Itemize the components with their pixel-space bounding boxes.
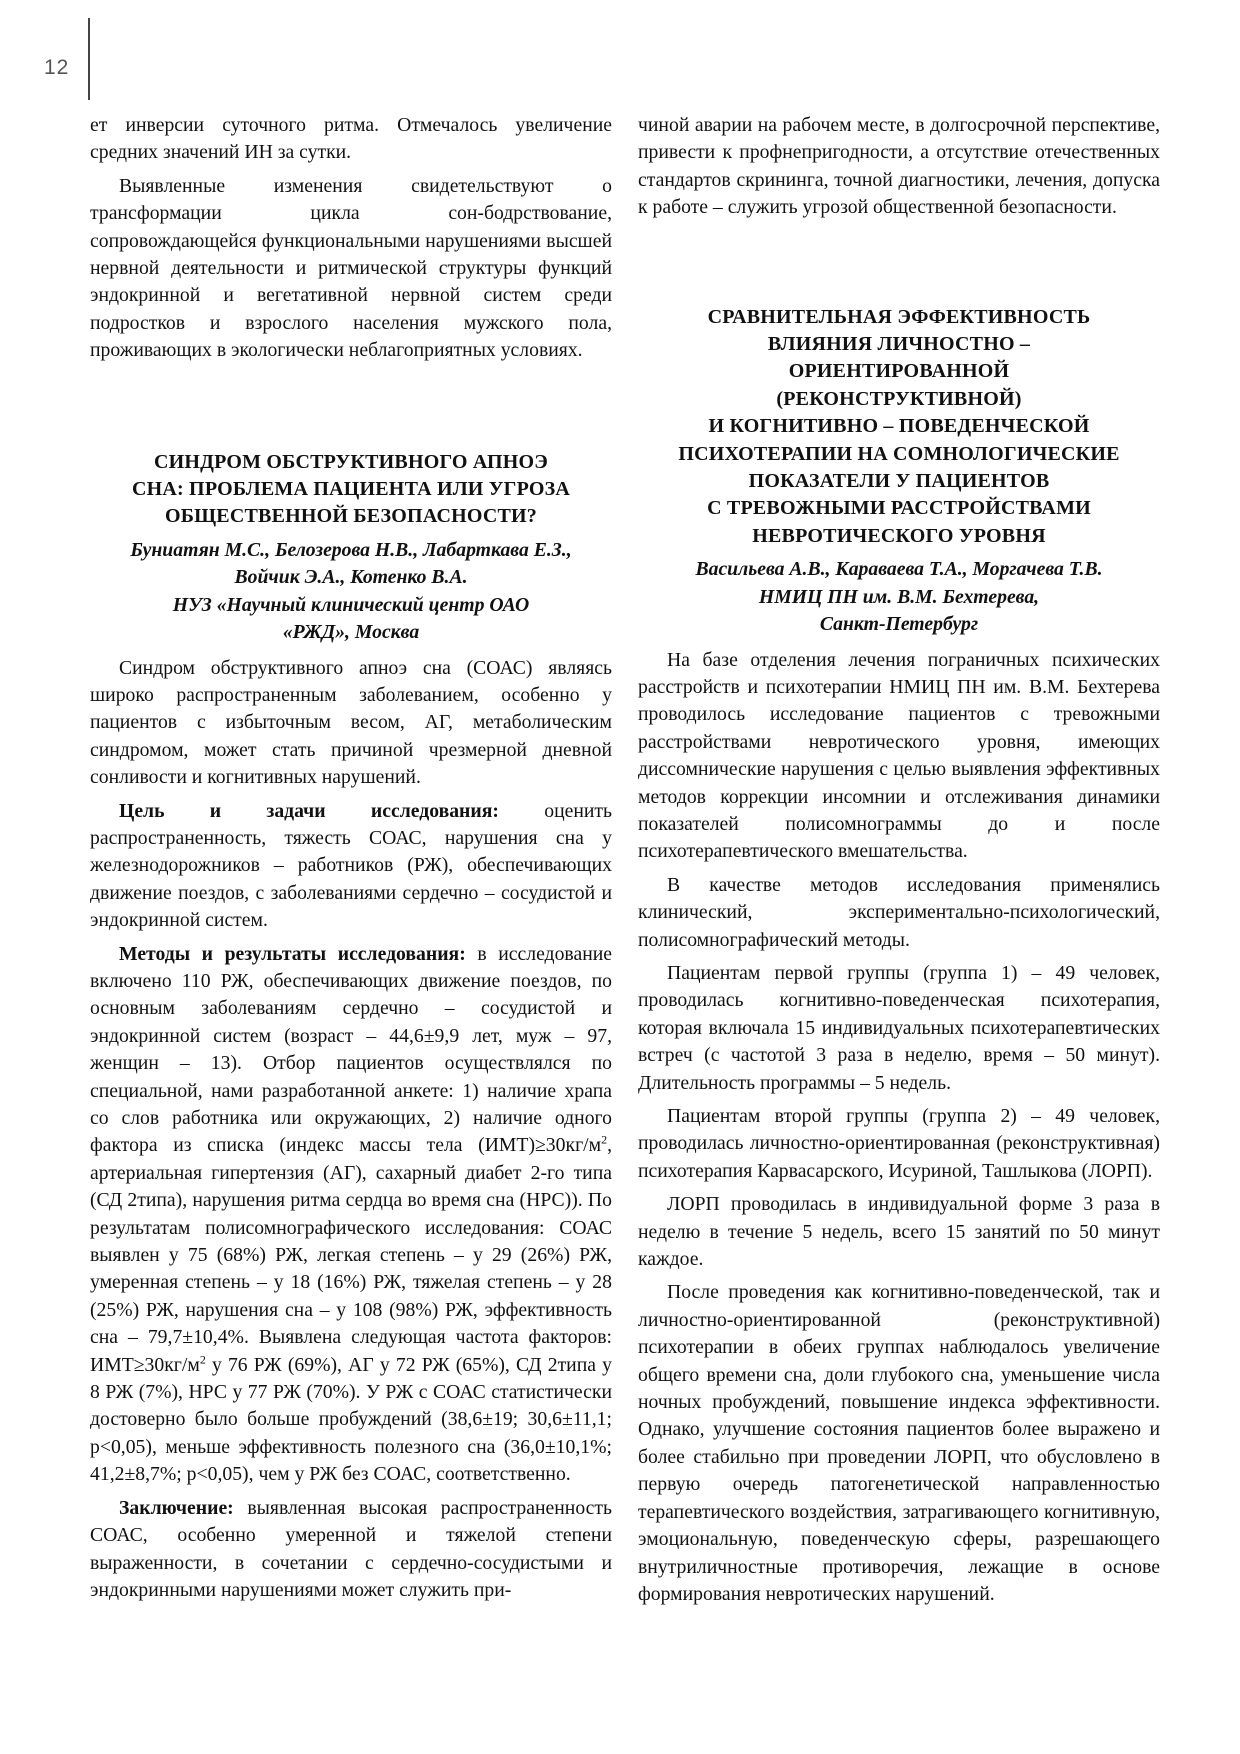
left-continuation-paragraph: ет инверсии суточного ритма. Отмечалось увеличение средних значений ИН за сутки. (90, 114, 612, 164)
right-continuation-paragraph: чиной аварии на рабочем месте, в долгосрочной перспективе, привести к профнепригодности, а отсутствие отечественных стандартов скрининга, точной диагностики, лечения, допуска к работе – служить угрозой общественной безопасности. (638, 114, 1160, 219)
aims-text: оценить распространенность, тяжесть СОАС, нарушения сна у железнодорожников – работников (РЖ), обеспечивающих движение поездов, с заболеваниями сердечно – сосудистой и эндокринной систем. (90, 799, 612, 932)
methods-paragraph (90, 941, 612, 1489)
article-title-line: ВЛИЯНИЯ ЛИЧНОСТНО – (767, 333, 1031, 356)
author-line: Войчик Э.А., Котенко В.А. (234, 566, 468, 589)
methods-text-3: у 76 РЖ (69%), АГ у 72 РЖ (65%), СД 2типа у 8 РЖ (7%), НРС у 77 РЖ (70%). У РЖ с СОАС статистически достоверно было больше пробуждений (38,6±19; 30,6±11,1; p<0,05), меньше эффективность полезного сна (36,0±10,1%; 41,2±8,7%; p<0,05), чем у РЖ без СОАС, соответственно. (90, 1353, 612, 1486)
article-title-line: СРАВНИТЕЛЬНАЯ ЭФФЕКТИВНОСТЬ (707, 305, 1091, 328)
article-title-line: (РЕКОНСТРУКТИВНОЙ) (776, 387, 1022, 410)
body-paragraph: Пациентам второй группы (группа 2) – 49 человек, проводилась личностно-ориентированная (реконструктивная) психотерапия Карвасарского, Исуриной, Ташлыкова (ЛОРП). (638, 1105, 1160, 1182)
left-conclusion-paragraph: Выявленные изменения свидетельствуют о трансформации цикла сон-бодрствование, сопровождающейся функциональными нарушениями высшей нервной деятельности и ритмической структуры функций эндокринной и вегетативной нервной систем среди подростков и взрослого населения мужского пола, проживающих в экологически неблагоприятных условиях. (90, 174, 612, 362)
affiliation-line: «РЖД», Москва (282, 621, 420, 644)
article-title-line: СИНДРОМ ОБСТРУКТИВНОГО АПНОЭ (153, 450, 549, 473)
author-line: Васильева А.В., Караваева Т.А., Моргачева Т.В. (695, 558, 1103, 581)
conclusion-label: Заключение: (119, 1496, 234, 1519)
conclusion-paragraph (90, 1495, 612, 1605)
body-paragraph: В качестве методов исследования применялись клинический, экспериментально-психологический, полисомнографический методы. (638, 873, 1160, 951)
methods-text-1: в исследование включено 110 РЖ, обеспечивающих движение поездов, по основным заболеваниям сердечно – сосудистой и эндокринной систем (возраст – 44,6±9,9 лет, муж – 97, женщин – 13). Отбор пациентов осуществлялся по специальной, нами разработанной анкете: 1) наличие храпа со слов работника или окружающих, 2) наличие одного фактора из списка (индекс массы тела (ИМТ)≥30кг/м (90, 942, 613, 1157)
article-title-line: ПОКАЗАТЕЛИ У ПАЦИЕНТОВ (748, 470, 1050, 493)
right-column (638, 112, 1160, 1608)
page-number-rule (88, 18, 90, 100)
article-title-line: ПСИХОТЕРАПИИ НА СОМНОЛОГИЧЕСКИЕ (678, 442, 1120, 465)
article-title-apnea (90, 449, 612, 531)
article-title-line: ОБЩЕСТВЕННОЙ БЕЗОПАСНОСТИ? (164, 505, 538, 528)
conclusion-text: выявленная высокая распространенность СОАС, особенно умеренной и тяжелой степени выраженности, в сочетании с сердечно-сосудистыми и эндокринными нарушениями может служить при- (90, 1496, 612, 1601)
article-title-line: НЕВРОТИЧЕСКОГО УРОВНЯ (752, 524, 1046, 547)
article-title-line: СНА: ПРОБЛЕМА ПАЦИЕНТА ИЛИ УГРОЗА (131, 478, 571, 501)
article-title-line: С ТРЕВОЖНЫМИ РАССТРОЙСТВАМИ (707, 497, 1091, 520)
author-line: Буниатян М.С., Белозерова Н.В., Лабарткава Е.З., (130, 538, 572, 561)
intro-paragraph: Синдром обструктивного апноэ сна (СОАС) являясь широко распространенным заболеванием, особенно у пациентов с избыточным весом, АГ, метаболическим синдромом, может стать причиной чрезмерной дневной сонливости и когнитивных нарушений. (90, 656, 612, 789)
affiliation-line: НУЗ «Научный клинический центр ОАО (172, 593, 530, 616)
body-paragraph: Пациентам первой группы (группа 1) – 49 человек, проводилась когнитивно-поведенческая психотерапия, которая включала 15 индивидуальных психотерапевтических встреч (с частотой 3 раза в неделю, время – 50 минут). Длительность программы – 5 недель. (638, 961, 1160, 1094)
left-column (90, 112, 612, 1604)
article-title-line: И КОГНИТИВНО – ПОВЕДЕНЧЕСКОЙ (708, 415, 1090, 438)
aims-paragraph (90, 798, 612, 935)
article-title-psychotherapy (638, 304, 1160, 551)
body-paragraph: ЛОРП проводилась в индивидуальной форме 3 раза в неделю в течение 5 недель, всего 15 занятий по 50 минут каждое. (638, 1193, 1160, 1271)
methods-label: Методы и результаты исследования: (119, 942, 466, 965)
affiliation-line: Санкт-Петербург (819, 613, 979, 636)
body-paragraph: На базе отделения лечения пограничных психических расстройств и психотерапии НМИЦ ПН им. В.М. Бехтерева проводилось исследование пациентов с тревожными расстройствами невротического уровня, имеющих диссомнические нарушения с целью выявления эффективных методов коррекции инсомнии и отслеживания динамики показателей полисомнограммы до и после психотерапевтического вмешательства. (638, 648, 1160, 863)
article-authors-apnea (90, 537, 612, 647)
article-title-line: ОРИЕНТИРОВАННОЙ (788, 360, 1010, 383)
affiliation-line: НМИЦ ПН им. В.М. Бехтерева, (758, 585, 1040, 608)
methods-text-2: , артериальная гипертензия (АГ), сахарный диабет 2-го типа (СД 2типа), нарушения ритма сердца во время сна (НРС)). По результатам полисомнографического исследования: СОАС выявлен у 75 (68%) РЖ, легкая степень – у 29 (26%) РЖ, умеренная степень – у 18 (16%) РЖ, тяжелая степень – у 28 (25%) РЖ, нарушения сна – у 108 (98%) РЖ, эффективность сна – 79,7±10,4%. Выявлена следующая частота факторов: ИМТ≥30кг/м (90, 1134, 612, 1376)
superscript: 2 (199, 1352, 206, 1367)
article-authors-psychotherapy (638, 556, 1160, 638)
page-number: 12 (44, 56, 70, 79)
aims-label: Цель и задачи исследования: (119, 799, 499, 822)
superscript: 2 (601, 1132, 608, 1147)
body-paragraph: После проведения как когнитивно-поведенческой, так и личностно-ориентированной (реконструктивной) психотерапии в обеих группах наблюдалось увеличение общего времени сна, доли глубокого сна, уменьшение числа ночных пробуждений, повышение индекса эффективности. Однако, улучшение состояния пациентов более выражено и более стабильно при проведении ЛОРП, что обусловлено в первую очередь патогенетической направленностью терапевтического воздействия, затрагивающего когнитивную, эмоциональную, поведенческую сферы, разрешающего внутриличностные противоречия, лежащие в основе формирования невротических нарушений. (638, 1281, 1160, 1605)
